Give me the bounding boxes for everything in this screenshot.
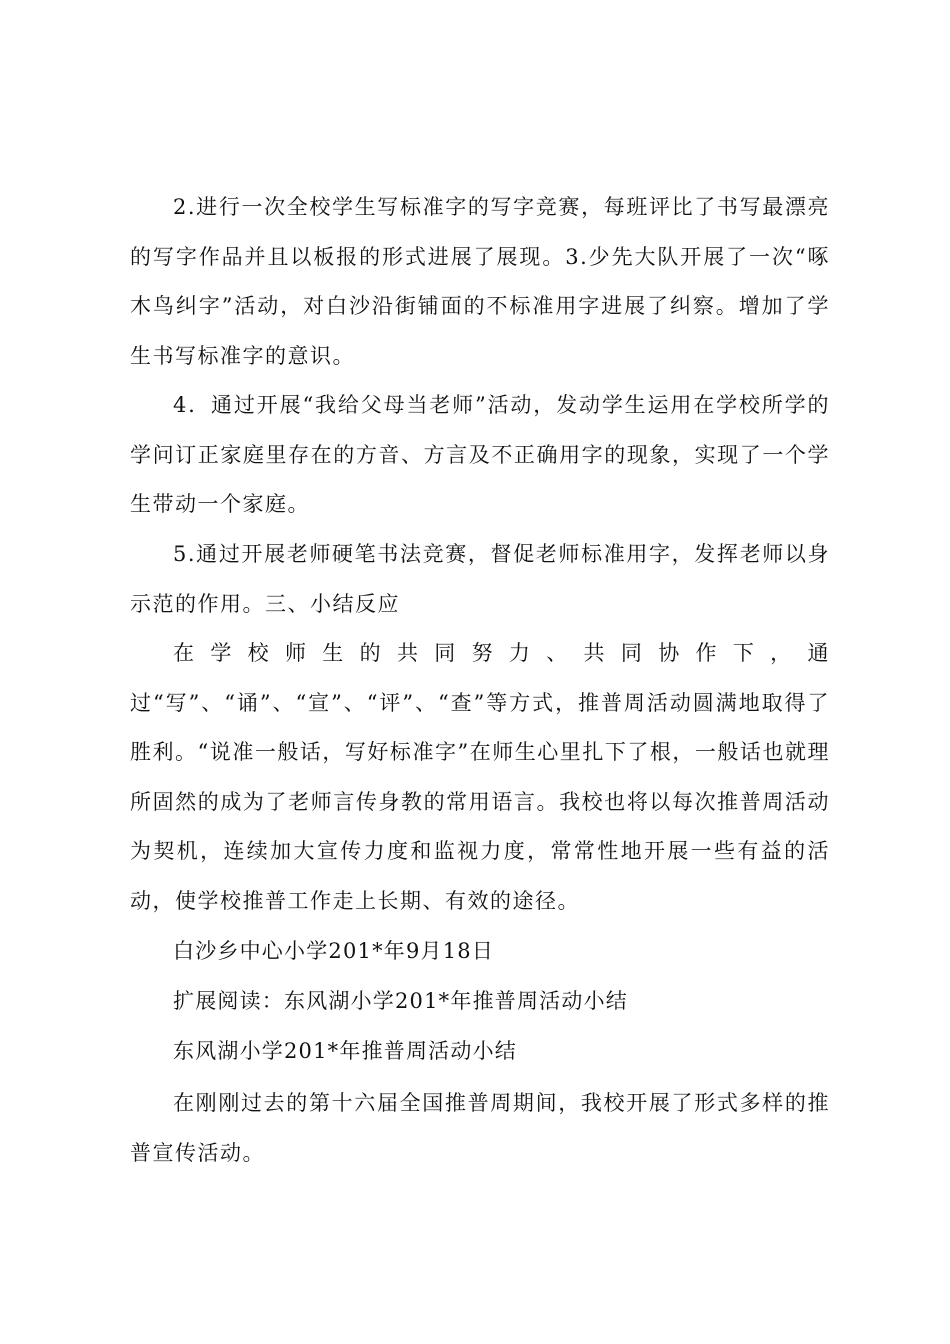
paragraph-summary: 在学校师生的共同努力、共同协作下，通过“写”、“诵”、“宣”、“评”、“查”等方式，推普周活动圆满地取得了胜利。“说准一般话，写好标准字”在师生心里扎下了根，一般话也就理所固然的成为了老师言传身教的常用语言。我校也将以每次推普周活动为契机，连续加大宣传力度和监视力度，常常性地开展一些有益的活动，使学校推普工作走上长期、有效的途径。	[130, 641, 830, 913]
paragraph-calligraphy-contest: 5.通过开展老师硬笔书法竞赛，督促老师标准用字，发挥老师以身示范的作用。三、小结反应	[130, 542, 830, 616]
second-title-line: 东风湖小学201*年推普周活动小结	[173, 1039, 517, 1063]
paragraph-final: 在刚刚过去的第十六届全国推普周期间，我校开展了形式多样的推普宣传活动。	[130, 1091, 830, 1165]
paragraph-parents-teacher: 4．通过开展“我给父母当老师”活动，发动学生运用在学校所学的学问订正家庭里存在的方音、方言及不正确用字的现象，实现了一个学生带动一个家庭。	[130, 393, 830, 516]
paragraph-writing-contest: 2.进行一次全校学生写标准字的写字竞赛，每班评比了书写最漂亮的写字作品并且以板报的形式进展了展现。3.少先大队开展了一次“啄木鸟纠字”活动，对白沙沿街铺面的不标准用字进展了纠察。增加了学生书写标准字的意识。	[130, 195, 830, 368]
signature-line: 白沙乡中心小学201*年9月18日	[173, 939, 495, 963]
extended-reading-line: 扩展阅读：东风湖小学201*年推普周活动小结	[173, 989, 628, 1013]
